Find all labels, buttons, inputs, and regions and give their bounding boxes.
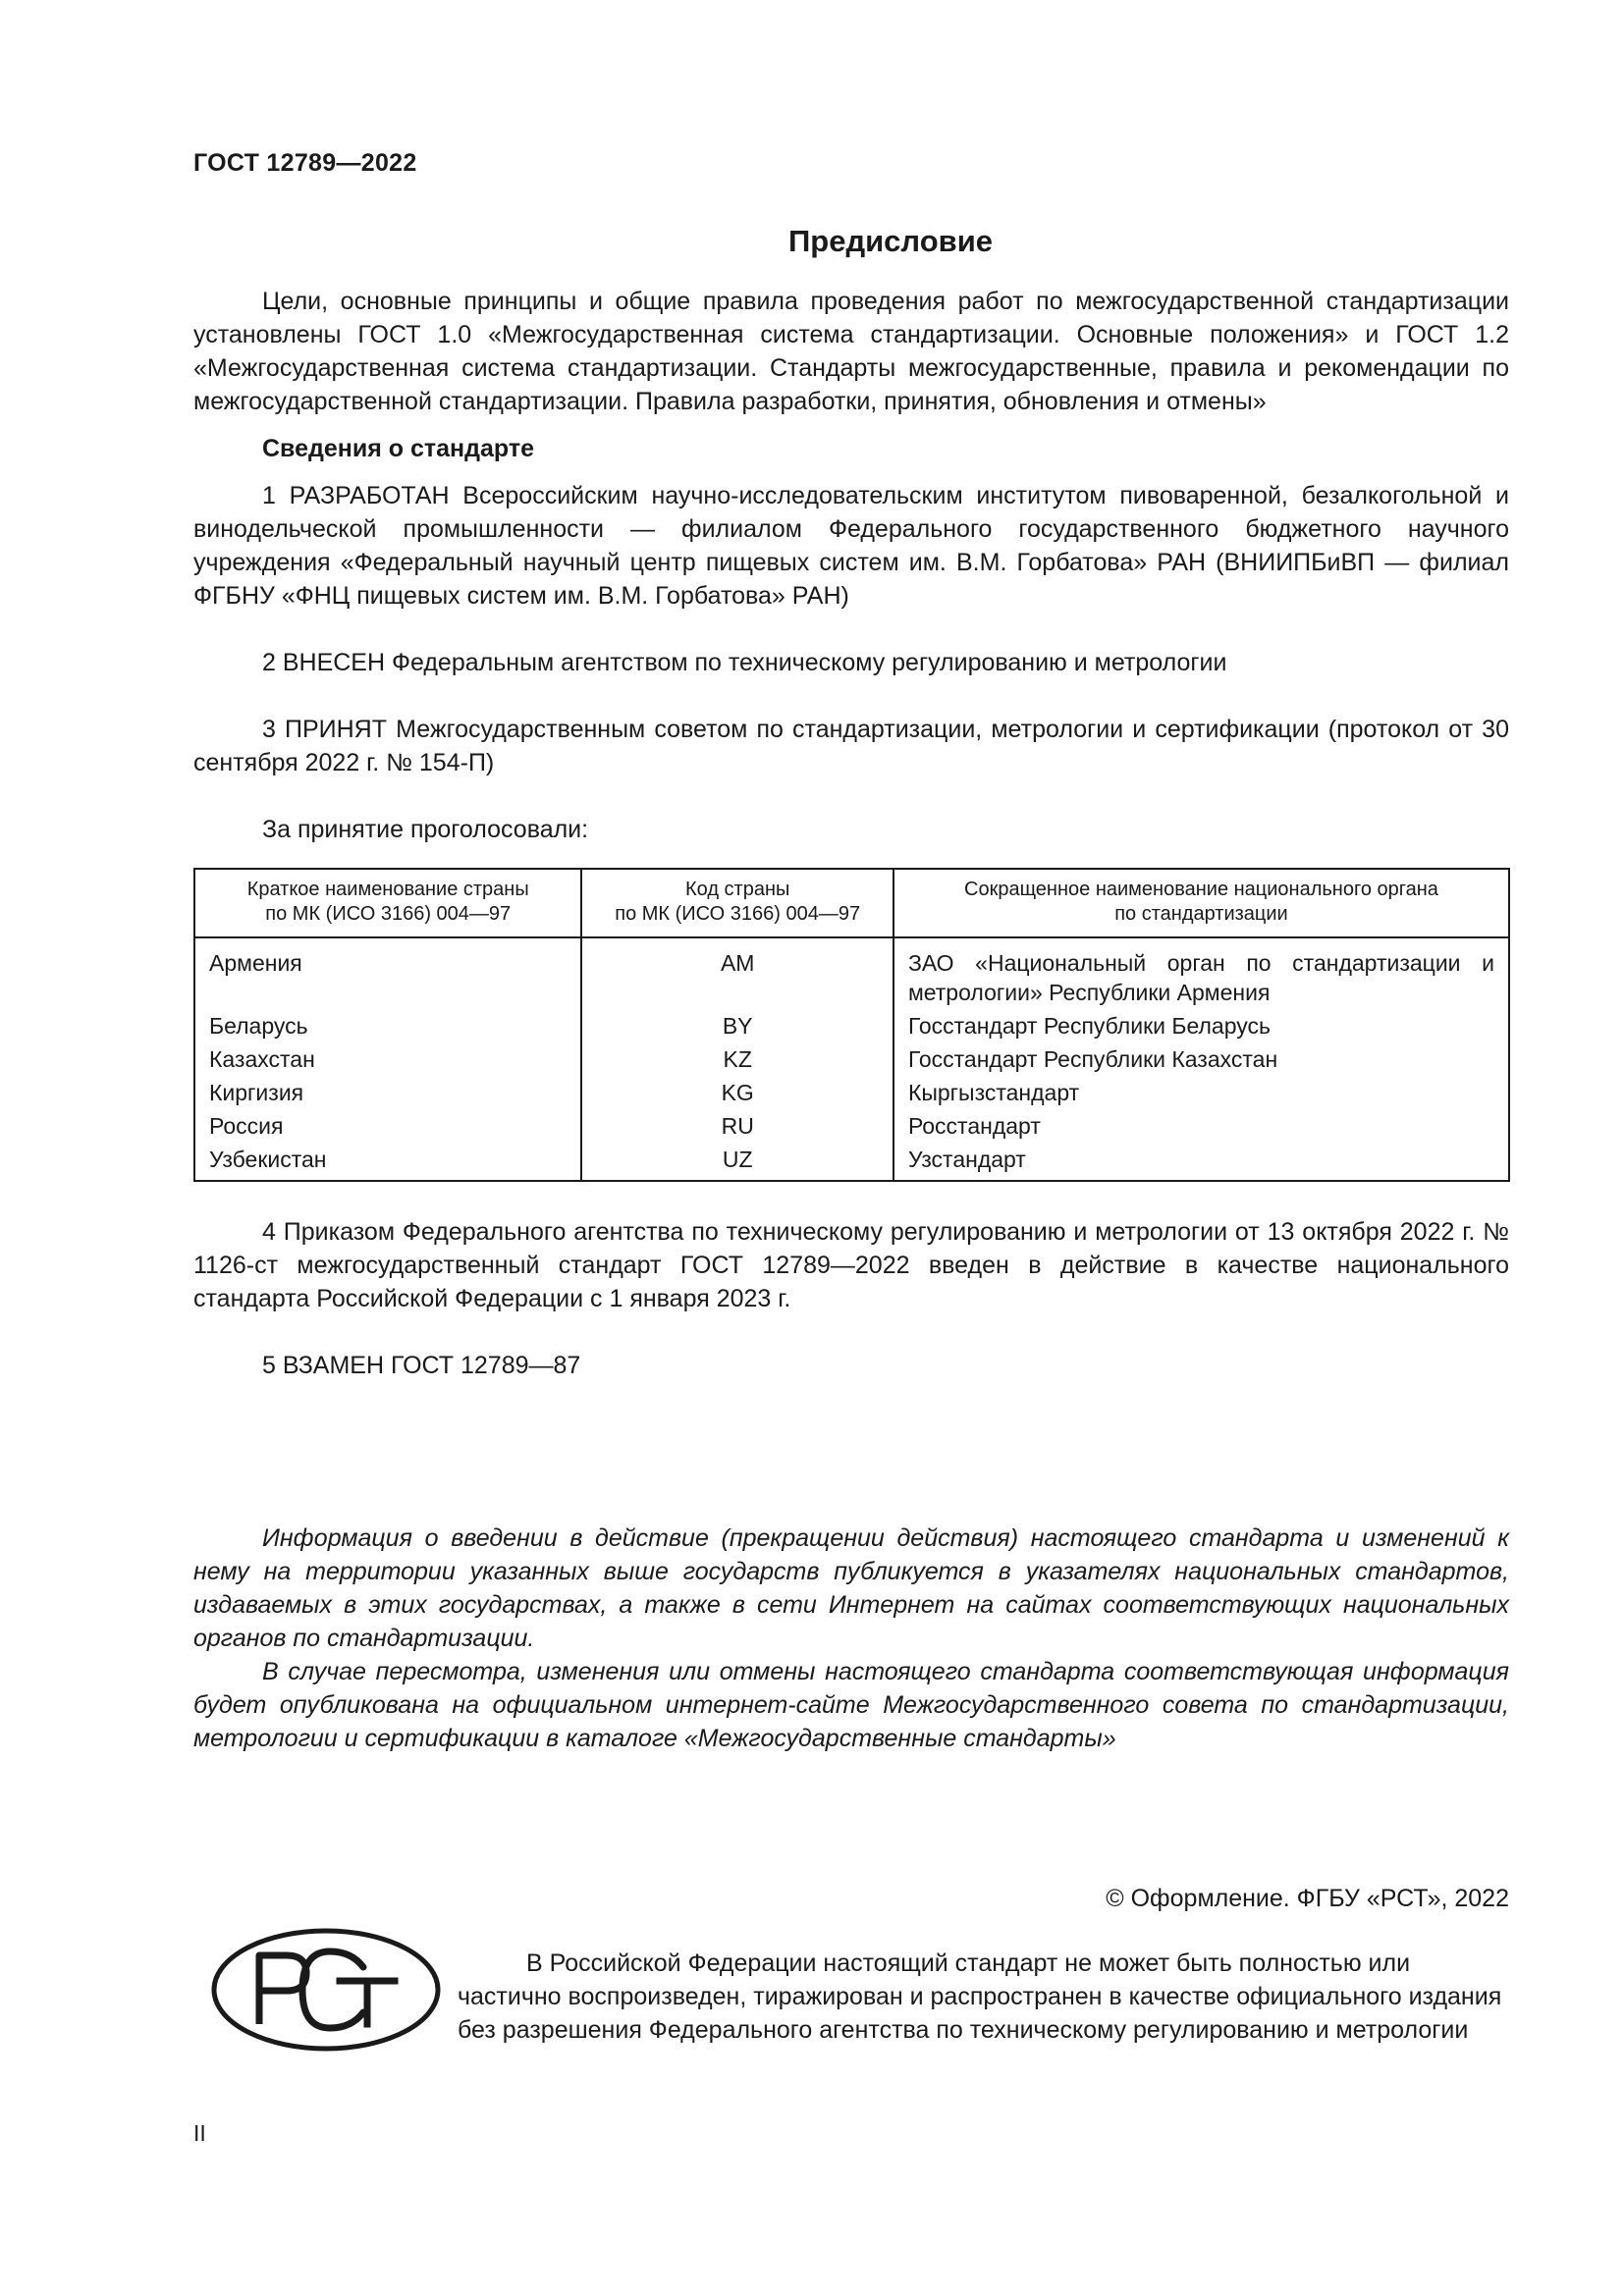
cell-country: Казахстан xyxy=(194,1042,581,1076)
info-heading: Сведения о стандарте xyxy=(262,435,535,462)
table-row xyxy=(194,1143,1509,1181)
cell-country: Россия xyxy=(194,1109,581,1143)
cell-code: BY xyxy=(581,1009,893,1042)
cell-body: Госстандарт Республики Казахстан xyxy=(893,1042,1509,1076)
cell-code: AM xyxy=(581,937,893,1009)
cell-body: ЗАО «Национальный орган по стандартизации и метрологии» Республики Армения xyxy=(893,937,1509,1009)
table-row xyxy=(194,1042,1509,1076)
notice-paragraph-2: В случае пересмотра, изменения или отмены настоящего стандарта соответствующая информация будет опубликована на официальном интернет-сайте Межгосударственного совета по стандартизации, метрологии и сертификации в каталоге «Межгосударственные стандарты» xyxy=(193,1658,1509,1752)
table-row xyxy=(194,937,1509,1009)
item-developed: 1 РАЗРАБОТАН Всероссийским научно-исследовательским институтом пивоваренной, безалкогольной и винодельческой промышленности — филиалом Федерального государственного бюджетного научного учреждения «Федеральный научный центр пищевых систем им. В.М. Горбатова» РАН (ВНИИПБиВП — филиал ФГБНУ «ФНЦ пищевых систем им. В.М. Горбатова» РАН) xyxy=(193,482,1509,610)
countries-table xyxy=(193,868,1510,1182)
cell-code: RU xyxy=(581,1109,893,1143)
rst-logo-icon xyxy=(208,1926,444,2054)
cell-body: Кыргызстандарт xyxy=(893,1076,1509,1109)
item-replaces: 5 ВЗАМЕН ГОСТ 12789—87 xyxy=(262,1352,581,1379)
rights-notice xyxy=(458,1947,1509,2047)
cell-code: KZ xyxy=(581,1042,893,1076)
cell-country: Беларусь xyxy=(194,1009,581,1042)
notice-block xyxy=(193,1522,1509,1755)
cell-code: UZ xyxy=(581,1143,893,1181)
cell-country: Киргизия xyxy=(194,1076,581,1109)
page-title: Предисловие xyxy=(787,224,993,258)
notice-paragraph-1: Информация о введении в действие (прекращении действия) настоящего стандарта и изменений к нему на территории указанных выше государств публикуется в указателях национальных стандартов, издаваемых в этих государствах, а также в сети Интернет на сайтах соответствующих национальных органов по стандартизации. xyxy=(193,1524,1509,1652)
cell-code: KG xyxy=(581,1076,893,1109)
table-row xyxy=(194,1009,1509,1042)
column-header-body: Сокращенное наименование национального органа по стандартизации xyxy=(893,869,1509,937)
cell-body: Узстандарт xyxy=(893,1143,1509,1181)
cell-country: Армения xyxy=(194,937,581,1009)
item-introduced: 2 ВНЕСЕН Федеральным агентством по техническому регулированию и метрологии xyxy=(262,649,1227,676)
item-enacted: 4 Приказом Федерального агентства по техническому регулированию и метрологии от 13 октября 2022 г. № 1126-ст межгосударственный стандарт ГОСТ 12789—2022 введен в действие в качестве национального стандарта Российской Федерации с 1 января 2023 г. xyxy=(193,1218,1509,1312)
voted-label: За принятие проголосовали: xyxy=(262,816,589,843)
table-header-row xyxy=(194,869,1509,937)
table-row xyxy=(194,1109,1509,1143)
column-header-country: Краткое наименование страны по МК (ИСО 3166) 004—97 xyxy=(194,869,581,937)
cell-body: Госстандарт Республики Беларусь xyxy=(893,1009,1509,1042)
cell-country: Узбекистан xyxy=(194,1143,581,1181)
cell-body: Росстандарт xyxy=(893,1109,1509,1143)
table-row xyxy=(194,1076,1509,1109)
copyright-line: © Оформление. ФГБУ «РСТ», 2022 xyxy=(1106,1885,1509,1912)
rights-paragraph: В Российской Федерации настоящий стандарт не может быть полностью или частично воспроизведен, тиражирован и распространен в качестве официального издания без разрешения Федерального агентства по техническому регулированию и метрологии xyxy=(458,1949,1502,2044)
item-adopted: 3 ПРИНЯТ Межгосударственным советом по стандартизации, метрологии и сертификации (протокол от 30 сентября 2022 г. № 154-П) xyxy=(193,716,1509,776)
main-content xyxy=(193,285,1509,1382)
page-number: II xyxy=(193,2120,206,2146)
document-code-header: ГОСТ 12789—2022 xyxy=(193,149,417,177)
intro-paragraph: Цели, основные принципы и общие правила проведения работ по межгосударственной стандартизации установлены ГОСТ 1.0 «Межгосударственная система стандартизации. Основные положения» и ГОСТ 1.2 «Межгосударственная система стандартизации. Стандарты межгосударственные, правила и рекомендации по межгосударственной стандартизации. Правила разработки, принятия, обновления и отмены» xyxy=(193,288,1509,415)
column-header-code: Код страны по МК (ИСО 3166) 004—97 xyxy=(581,869,893,937)
